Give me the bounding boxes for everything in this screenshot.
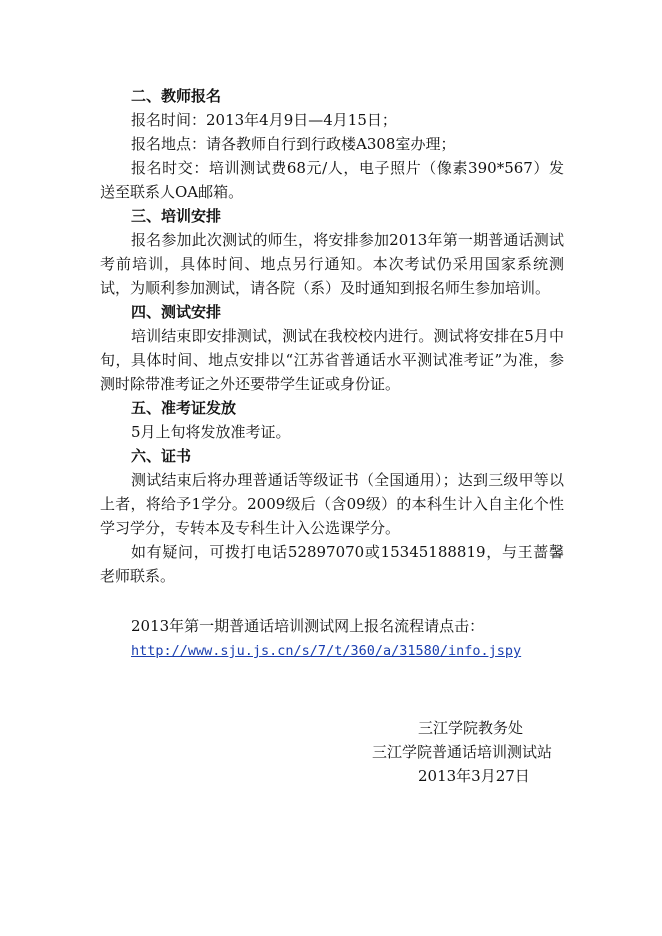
paragraph: 报名时间：2013年4月9日—4月15日；: [131, 111, 397, 129]
link-intro: 2013年第一期普通话培训测试网上报名流程请点击：: [131, 617, 485, 635]
signature-date: 2013年3月27日: [418, 767, 530, 785]
paragraph: 如有疑问，可拨打电话52897070或15345188819，与王蔷馨老师联系。: [100, 543, 564, 585]
paragraph: 报名参加此次测试的师生，将安排参加2013年第一期普通话测试考前培训，具体时间、地点另行通知。本次考试仍采用国家系统测试，为顺利参加测试，请各院（系）及时通知到报名师生参加培训。: [100, 231, 564, 297]
document-body: [100, 84, 564, 663]
section-heading: 二、教师报名: [131, 87, 222, 105]
section-heading: 六、证书: [131, 447, 192, 465]
section-heading: 四、测试安排: [131, 303, 222, 321]
paragraph: 报名时交：培训测试费68元/人，电子照片（像素390*567）发送至联系人OA邮箱。: [100, 159, 564, 201]
paragraph: 5月上旬将发放准考证。: [131, 423, 291, 441]
paragraph: 培训结束即安排测试，测试在我校校内进行。测试将安排在5月中旬，具体时间、地点安排以“江苏省普通话水平测试准考证”为准，参测时除带准考证之外还要带学生证或身份证。: [100, 327, 564, 393]
paragraph: 报名地点：请各教师自行到行政楼A308室办理；: [131, 135, 456, 153]
section-heading: 五、准考证发放: [131, 399, 237, 417]
registration-link[interactable]: http://www.sju.js.cn/s/7/t/360/a/31580/info.jspy: [131, 643, 522, 659]
signature-station: 三江学院普通话培训测试站: [372, 743, 553, 761]
signature-org: 三江学院教务处: [418, 719, 524, 737]
paragraph: 测试结束后将办理普通话等级证书（全国通用）；达到三级甲等以上者，将给予1学分。2009级后（含09级）的本科生计入自主化个性学习学分，专转本及专科生计入公选课学分。: [100, 471, 564, 537]
section-heading: 三、培训安排: [131, 207, 222, 225]
